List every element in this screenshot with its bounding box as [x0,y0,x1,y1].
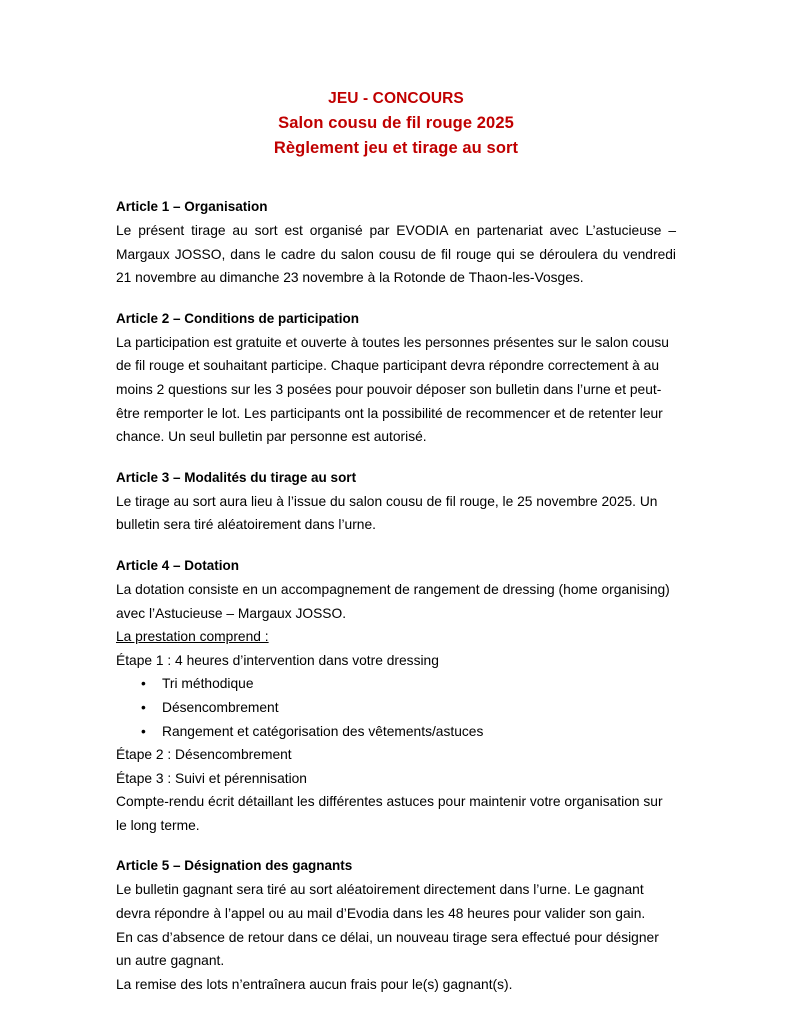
list-item-label: Tri méthodique [162,676,254,692]
article-4-dotation [116,554,676,838]
article-4-heading: Article 4 – Dotation [116,557,240,573]
article-2-heading: Article 2 – Conditions de participation [116,310,360,326]
bullet-icon: • [141,723,146,739]
article-5-body-line-2: En cas d’absence de retour dans ce délai, un nouveau tirage sera effectué pour désigner un autre gagnant. [116,929,659,969]
article-3-modalites [116,466,676,537]
article-2-body: La participation est gratuite et ouverte à toutes les personnes présentes sur le salon cousu de fil rouge et souhaitant participe. Chaque participant devra répondre correctement à au moins 2 questions sur les 3 posées pour pouvoir déposer son bulletin dans l’urne et peut-être remporter le lot. Les participants ont la possibilité de recommencer et de retenter leur chance. Un seul bulletin par personne est autorisé. [116,334,669,445]
list-item [116,696,676,720]
article-4-closing: Compte-rendu écrit détaillant les différentes astuces pour maintenir votre organisation sur le long terme. [116,794,663,833]
article-5-designation [116,854,676,996]
article-3-heading: Article 3 – Modalités du tirage au sort [116,469,357,485]
article-1-heading: Article 1 – Organisation [116,199,268,214]
title-line-salon: Salon cousu de fil rouge 2025 [278,114,514,132]
article-1-body: Le présent tirage au sort est organisé par EVODIA en partenariat avec L’astucieuse – Margaux JOSSO, dans le cadre du salon cousu de fil rouge qui se déroulera du vendredi 21 novembre au dimanche 23 novembre à la Rotonde de Thaon-les-Vosges. [116,223,676,286]
article-4-prestation-subheading: La prestation comprend : [116,629,269,645]
article-4-step-2: Étape 2 : Désencombrement [116,747,292,763]
bullet-icon: • [141,699,146,715]
article-4-body: La dotation consiste en un accompagnement de rangement de dressing (home organising) avec l’Astucieuse – Margaux JOSSO. [116,581,670,621]
article-2-conditions [116,307,676,449]
list-item [116,720,676,744]
article-4-step-1: Étape 1 : 4 heures d’intervention dans votre dressing [116,652,439,668]
list-item [116,672,676,696]
article-4-step-3: Étape 3 : Suivi et pérennisation [116,770,307,786]
bullet-icon: • [141,676,146,692]
article-4-bullet-list [116,672,676,743]
document-content [116,86,676,1013]
article-1-organisation [116,195,676,290]
article-5-body-line-1: Le bulletin gagnant sera tiré au sort aléatoirement directement dans l’urne. Le gagnant devra répondre à l’appel ou au mail d’Evodia dans les 48 heures pour valider son gain. [116,882,646,922]
title-line-jeu-concours: JEU - CONCOURS [328,90,464,107]
document-title-block [116,86,676,161]
list-item-label: Désencombrement [162,699,279,715]
article-4-prestation-wrap [116,625,676,649]
article-5-body-line-3: La remise des lots n’entraînera aucun frais pour le(s) gagnant(s). [116,976,513,992]
article-3-body: Le tirage au sort aura lieu à l’issue du salon cousu de fil rouge, le 25 novembre 2025. Un bulletin sera tiré aléatoirement dans l’urne. [116,493,658,533]
article-5-heading: Article 5 – Désignation des gagnants [116,858,353,874]
list-item-label: Rangement et catégorisation des vêtements/astuces [162,723,484,739]
title-line-reglement: Règlement jeu et tirage au sort [273,139,519,157]
